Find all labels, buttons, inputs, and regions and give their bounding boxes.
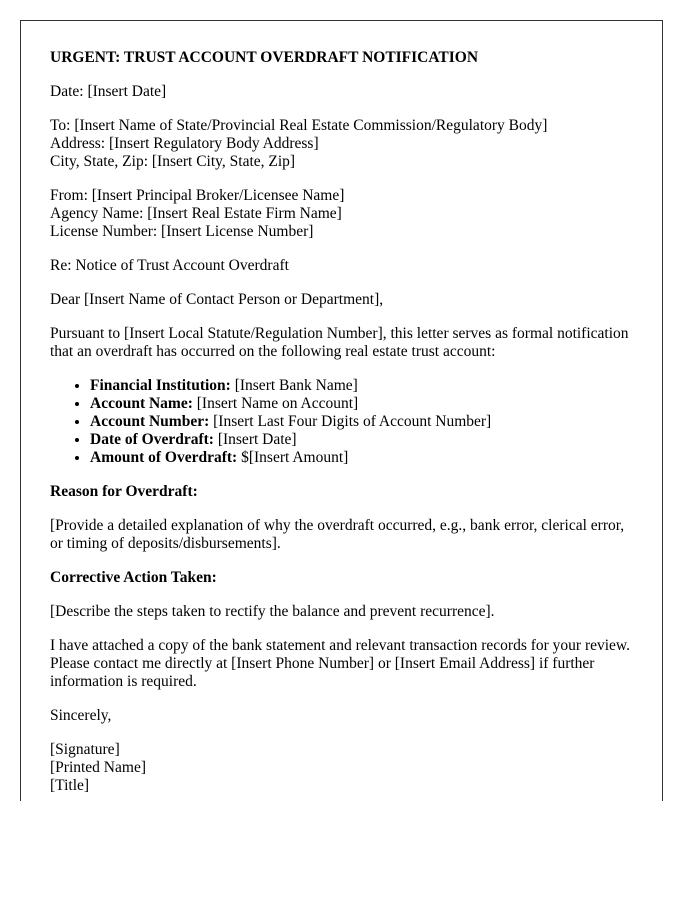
list-item bbox=[90, 377, 633, 395]
detail-value: [Insert Last Four Digits of Account Number] bbox=[209, 413, 492, 430]
detail-label: Account Number: bbox=[90, 413, 210, 430]
list-item bbox=[90, 413, 633, 431]
detail-label: Account Name: bbox=[90, 395, 193, 412]
action-heading-text: Corrective Action Taken: bbox=[50, 569, 217, 586]
signature-block bbox=[50, 741, 633, 795]
signoff: Sincerely, bbox=[50, 707, 112, 724]
detail-value: $[Insert Amount] bbox=[237, 449, 349, 466]
action-heading bbox=[50, 569, 633, 587]
detail-value: [Insert Name on Account] bbox=[192, 395, 359, 412]
sender-name: From: [Insert Principal Broker/Licensee Name] bbox=[50, 187, 345, 204]
recipient-city: City, State, Zip: [Insert City, State, Zip] bbox=[50, 153, 296, 170]
recipient-name: To: [Insert Name of State/Provincial Real Estate Commission/Regulatory Body] bbox=[50, 117, 548, 134]
salutation: Dear [Insert Name of Contact Person or Department], bbox=[50, 291, 384, 308]
date-line: Date: [Insert Date] bbox=[50, 83, 167, 100]
action-text: [Describe the steps taken to rectify the balance and prevent recurrence]. bbox=[50, 603, 495, 620]
letter-title: URGENT: TRUST ACCOUNT OVERDRAFT NOTIFICATION bbox=[50, 49, 479, 66]
detail-value: [Insert Bank Name] bbox=[230, 377, 358, 394]
account-details-list bbox=[50, 377, 633, 467]
subject-line: Re: Notice of Trust Account Overdraft bbox=[50, 257, 289, 274]
detail-label: Financial Institution: bbox=[90, 377, 231, 394]
list-item bbox=[90, 431, 633, 449]
recipient-block bbox=[50, 117, 633, 171]
sender-agency: Agency Name: [Insert Real Estate Firm Name] bbox=[50, 205, 342, 222]
detail-label: Amount of Overdraft: bbox=[90, 449, 238, 466]
recipient-address: Address: [Insert Regulatory Body Address] bbox=[50, 135, 319, 152]
list-item bbox=[90, 449, 633, 467]
sender-block bbox=[50, 187, 633, 241]
letter bbox=[20, 20, 663, 801]
list-item bbox=[90, 395, 633, 413]
reason-text: [Provide a detailed explanation of why the overdraft occurred, e.g., bank error, clerical error, or timing of deposits/disbursements]. bbox=[50, 517, 625, 552]
printed-name: [Printed Name] bbox=[50, 759, 146, 776]
signer-title: [Title] bbox=[50, 777, 90, 794]
signature: [Signature] bbox=[50, 741, 120, 758]
sender-license: License Number: [Insert License Number] bbox=[50, 223, 314, 240]
detail-label: Date of Overdraft: bbox=[90, 431, 214, 448]
reason-heading bbox=[50, 483, 633, 501]
closing-paragraph: I have attached a copy of the bank statement and relevant transaction records for your review. Please contact me directly at [Insert Phone Number] or [Insert Email Address] if further information is required. bbox=[50, 637, 630, 690]
reason-heading-text: Reason for Overdraft: bbox=[50, 483, 198, 500]
detail-value: [Insert Date] bbox=[213, 431, 297, 448]
intro-paragraph: Pursuant to [Insert Local Statute/Regulation Number], this letter serves as formal notification that an overdraft has occurred on the following real estate trust account: bbox=[50, 325, 629, 360]
